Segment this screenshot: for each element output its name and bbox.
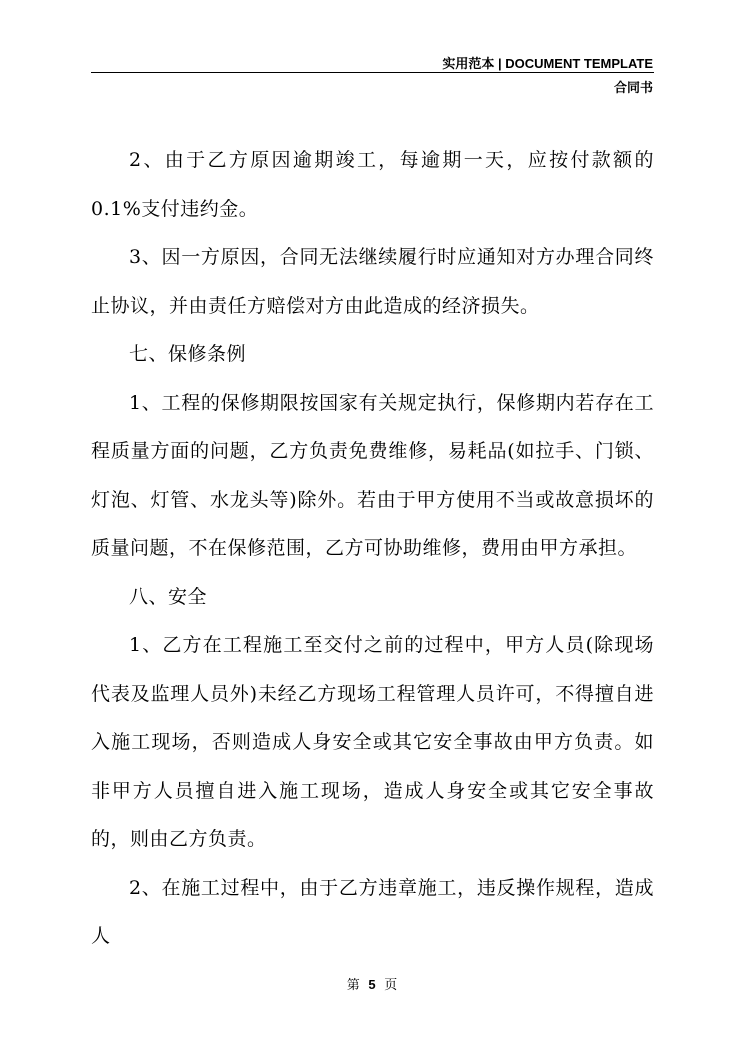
paragraph-termination: 3、因一方原因，合同无法继续履行时应通知对方办理合同终止协议，并由责任方赔偿对方由此造成的经济损失。 xyxy=(91,246,654,317)
page-number: 5 xyxy=(368,977,376,992)
section-heading-warranty: 七、保修条例 xyxy=(129,343,247,365)
page-label-suffix: 页 xyxy=(384,977,398,992)
paragraph-penalty-delay: 2、由于乙方原因逾期竣工，每逾期一天，应按付款额的0.1%支付违约金。 xyxy=(91,149,654,220)
header-title: 实用范本 | DOCUMENT TEMPLATE xyxy=(442,56,653,71)
document-body xyxy=(91,136,654,961)
header-divider xyxy=(91,72,654,73)
paragraph-safety-violation: 2、在施工过程中，由于乙方违章施工，违反操作规程，造成人 xyxy=(91,876,654,947)
paragraph-safety-site-access: 1、乙方在工程施工至交付之前的过程中，甲方人员(除现场代表及监理人员外)未经乙方现场工程管理人员许可，不得擅自进入施工现场，否则造成人身安全或其它安全事故由甲方负责。如非甲方人员擅自进入施工现场，造成人身安全或其它安全事故的，则由乙方负责。 xyxy=(91,634,654,850)
header-subtitle: 合同书 xyxy=(613,80,653,95)
page-label-prefix: 第 xyxy=(346,977,360,992)
section-heading-safety: 八、安全 xyxy=(129,585,208,608)
page-footer xyxy=(0,974,744,993)
paragraph-warranty-terms: 1、工程的保修期限按国家有关规定执行，保修期内若存在工程质量方面的问题，乙方负责免费维修，易耗品(如拉手、门锁、灯泡、灯管、水龙头等)除外。若由于甲方使用不当或故意损坏的质量问题，不在保修范围，乙方可协助维修，费用由甲方承担。 xyxy=(91,391,654,559)
